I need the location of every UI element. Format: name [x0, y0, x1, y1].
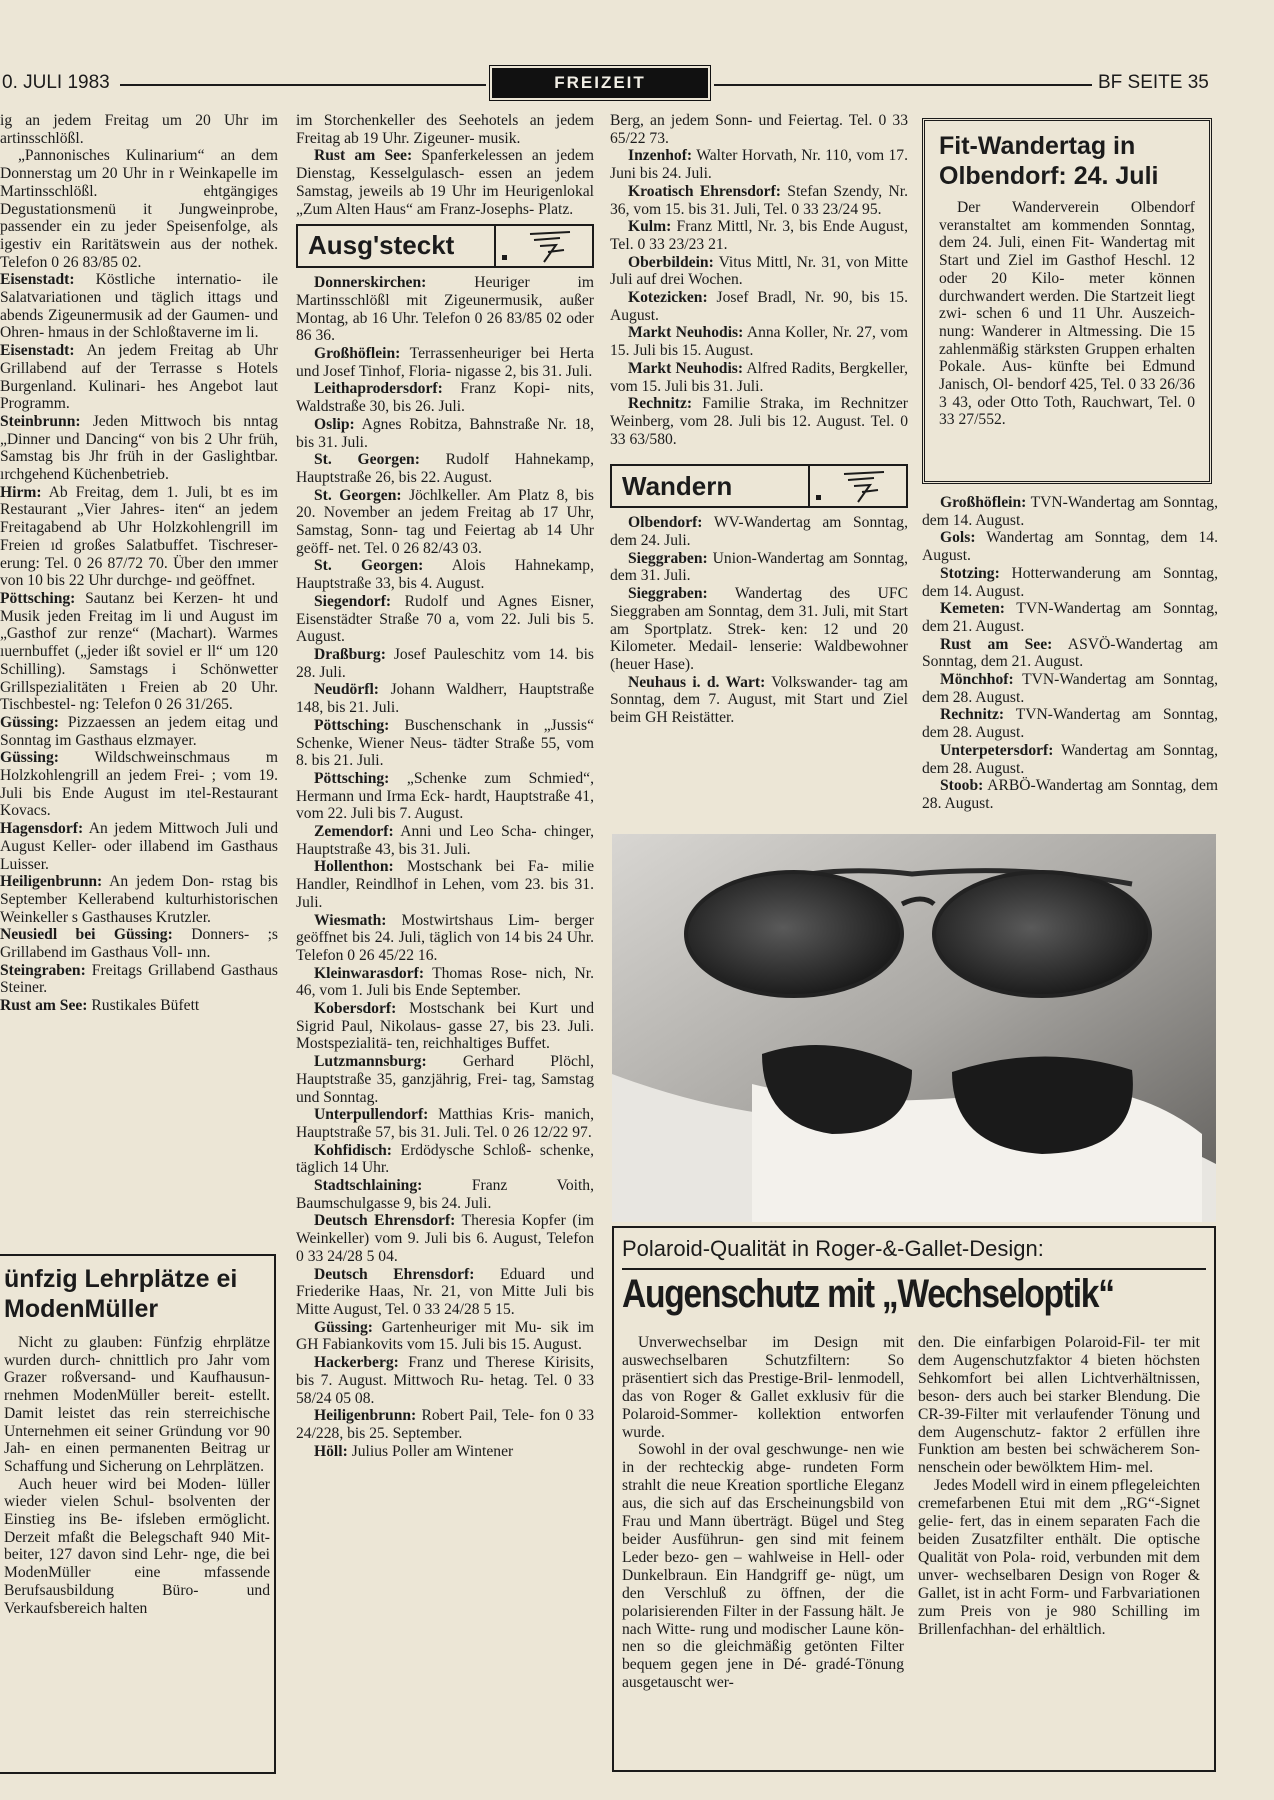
listing: Deutsch Ehrensdorf: Eduard und Friederike Haas, Nr. 21, von Mitte Juli bis Mitte August, Tel. 0 33 24/28 5 15.: [296, 1265, 594, 1318]
polaroid-paragraph: Unverwechselbar im Design mit auswechselbaren Schutzfiltern: So präsentiert sich das Prestige-Bril- lenmodell, das von Roger & Gallet exklusiv für die Polaroid-Sommer- kollektion entworfen wurde.: [622, 1334, 904, 1441]
listing: St. Georgen: Alois Hahnekamp, Hauptstraße 33, bis 4. August.: [296, 557, 594, 593]
polaroid-paragraph: den. Die einfarbigen Polaroid-Fil- ter mit dem Augenschutzfaktor 4 bieten höchsten Sehkomfort bei allen Lichtverhältnissen, beson- ders auch bei starker Blendung. Die CR-39-Filter mit verlaufender Tönung und dem Augenschutz- faktor 2 erfüllen ihre Funktion am besten bei schwächerem Son- nenschein oder bewölktem Him- mel.: [918, 1334, 1200, 1477]
listing: Großhöflein: Terrassenheuriger bei Herta und Josef Tinhof, Floria- nigasse 2, bis 31. Juli.: [296, 345, 594, 380]
listing: Hollenthon: Mostschank bei Fa- milie Handler, Reindlhof in Lehen, vom 23. bis 31. Juli.: [296, 858, 594, 911]
column-4-listings: [922, 494, 1218, 813]
listing: Rechnitz: TVN-Wandertag am Sonntag, dem 28. August.: [922, 706, 1218, 742]
listing: Hirm: Ab Freitag, dem 1. Juli, bt es im Restaurant „Vier Jahres- iten“ an jedem Freitagabend ab Uhr Holzkohlengrill im Freien ıd großes Salatbuffet. Tischreser- erung: Tel. 0 26 87/72 70. Über den ımmer von 10 bis 22 Uhr durchge- ınd geöffnet.: [0, 483, 278, 590]
listing: Hackerberg: Franz und Therese Kirisits, bis 7. August. Mittwoch Ru- hetag. Tel. 0 33 58/24 05 08.: [296, 1354, 594, 1407]
kicker-title: Wandern: [622, 470, 733, 501]
fit-wandertag-box: [922, 118, 1212, 484]
listing: Heiligenbrunn: Robert Pail, Tele- fon 0 33 24/228, bis 25. September.: [296, 1407, 594, 1442]
listing: Sieggraben: Union-Wandertag am Sonntag, dem 31. Juli.: [610, 549, 908, 585]
listing: Kulm: Franz Mittl, Nr. 3, bis Ende August, Tel. 0 33 23/23 21.: [610, 218, 908, 253]
listing: Kobersdorf: Mostschank bei Kurt und Sigrid Paul, Nikolaus- gasse 27, bis 23. Juli. Mostspezialitä- ten, reichhaltiges Buffet.: [296, 1000, 594, 1053]
listing: Rust am See: Spanferkelessen an jedem Dienstag, Kesselgulasch- essen an jedem Samstag, jeweils ab 19 Uhr im Heurigenlokal „Zum Alten Haus“ am Franz-Josephs- Platz.: [296, 147, 594, 218]
polaroid-article: [612, 1226, 1216, 1772]
listing: Kohfidisch: Erdödysche Schloß- schenke, täglich 14 Uhr.: [296, 1141, 594, 1177]
listing: Stotzing: Hotterwanderung am Sonntag, dem 14. August.: [922, 564, 1218, 600]
listing: Unterpetersdorf: Wandertag am Sonntag, dem 28. August.: [922, 741, 1218, 777]
listing: Höll: Julius Poller am Wintener: [314, 1442, 514, 1460]
lehrplaetze-paragraph: Nicht zu glauben: Fünfzig ehrplätze wurden durch- chnittlich pro Jahr vom Grazer roßversand- und Kaufhausun- rnehmen ModenMüller bereit- estellt. Damit leistet das rein sterreichische Unternehmen eit seiner Gründung vor 90 Jah- en einen permanenten Beitrag ur Schaffung und Sicherung on Lehrplätzen.: [4, 1334, 270, 1475]
listing: Rust am See: ASVÖ-Wandertag am Sonntag, dem 21. August.: [922, 635, 1218, 671]
column-3: [610, 112, 908, 812]
listing: St. Georgen: Jöchlkeller. Am Platz 8, bis 20. November an jedem Freitag ab 17 Uhr, Samstag, Sonn- tag und Feiertag ab 14 Uhr geöff- net. Tel. 0 26 82/43 03.: [296, 486, 594, 557]
listing: Sieggraben: Wandertag des UFC Sieggraben am Sonntag, dem 31. Juli, mit Start am Sportplatz. Strek- ken: 12 und 20 Kilometer. Medail- lenserie: Waldbewohner (heuer Hase).: [610, 585, 908, 673]
listing: Güssing: Gartenheuriger mit Mu- sik im GH Fabiankovits vom 15. Juli bis 15. August.: [296, 1318, 594, 1354]
listing: Güssing: Pizzaessen an jedem eitag und Sonntag im Gasthaus elzmayer.: [0, 713, 278, 749]
listing: Siegendorf: Rudolf und Agnes Eisner, Eisenstädter Straße 70 a, vom 22. Juli bis 5. August.: [296, 592, 594, 646]
listing: Pöttsching: „Schenke zum Schmied“, Hermann und Irma Eck- hardt, Hauptstraße 41, vom 22. Juli bis 7. August.: [296, 769, 594, 823]
listing: Rechnitz: Familie Straka, im Rechnitzer Weinberg, vom 28. Juli bis 12. August. Tel. 0 33 63/580.: [610, 395, 908, 448]
listing: ig an jedem Freitag um 20 Uhr im artinsschlößl.: [0, 112, 278, 147]
kicker-ausgsteckt: [296, 224, 594, 268]
column-1: [0, 112, 278, 1242]
fit-wandertag-title: Fit-Wandertag in Olbendorf: 24. Juli: [939, 132, 1159, 190]
listing: Inzenhof: Walter Horvath, Nr. 110, vom 17. Juni bis 24. Juli.: [610, 147, 908, 183]
listing: Steinbrunn: Jeden Mittwoch bis nntag „Dinner und Dancing“ von bis 2 Uhr früh, Samstag bis Jhr früh in der Gaslightbar. ırchgehend Küchenbetrieb.: [0, 412, 278, 484]
listing: Eisenstadt: An jedem Freitag ab Uhr Grillabend auf der Terrasse s Hotels Burgenland. Kulinari- hes Angebot laut Programm.: [0, 342, 278, 413]
listing: Kemeten: TVN-Wandertag am Sonntag, dem 21. August.: [922, 600, 1218, 635]
listing: Neudörfl: Johann Waldherr, Hauptstraße 148, bis 21. Juli.: [296, 681, 594, 717]
polaroid-paragraph: Jedes Modell wird in einem pflegeleichten cremefarbenen Etui mit dem „RG“-Signet gelie- fert, das in einem separaten Fach die beiden Zusatzfilter enthält. Die optische Qualität von Pola- roid, verbunden mit dem unver- wechselbaren Design von Roger & Gallet, ist in acht Form- und Farbvariationen zum Preis von je 980 Schilling im Brillenfachhan- del erhältlich.: [918, 1477, 1200, 1638]
kicker-glass-icon: [808, 464, 906, 508]
listing: Eisenstadt: Köstliche internatio- ile Salatvariationen und täglich ittags und abends Zigeunermusik ad der Gaumen- und Ohren- hmaus in der Schloßtaverne im li.: [0, 271, 278, 342]
listing: Güssing: Wildschweinschmaus m Holzkohlengrill an jedem Frei- ; vom 19. Juli bis Ende August im ıtel-Restaurant Kovacs.: [0, 749, 278, 820]
listing: St. Georgen: Rudolf Hahnekamp, Hauptstraße 26, bis 22. August.: [296, 451, 594, 486]
lehrplaetze-paragraph: Auch heuer wird bei Moden- lüller wieder vielen Schul- bsolventen der Einstieg ins Be- ifsleben ermöglicht. Derzeit mfaßt die Belegschaft 940 Mit- beiter, 127 davon sind Lehr- nge, die bei ModenMüller eine mfassende Berufsausbildung Büro- und Verkaufsbereich halten: [4, 1475, 270, 1617]
issue-date: 0. JULI 1983: [2, 72, 110, 93]
lehrplaetze-title: ünfzig Lehrplätze ei ModenMüller: [4, 1265, 238, 1323]
listing: Rust am See: Rustikales Büfett: [0, 997, 200, 1015]
polaroid-headline: Augenschutz mit „Wechseloptik“: [622, 1272, 1114, 1316]
page-number: BF SEITE 35: [1098, 72, 1209, 93]
listing: Donnerskirchen: Heuriger im Martinsschlößl mit Zigeunermusik, außer Montag, ab 16 Uhr. Telefon 0 26 83/85 02 oder 86 36.: [296, 274, 594, 345]
listing: Neusiedl bei Güssing: Donners- ;s Grillabend im Gasthaus Voll- ınn.: [0, 926, 278, 962]
kicker-rule: [622, 1268, 1206, 1270]
listing: Hagensdorf: An jedem Mittwoch Juli und August Keller- oder illabend im Gasthaus Luisser.: [0, 820, 278, 873]
listing: Stoob: ARBÖ-Wandertag am Sonntag, dem 28. August.: [922, 777, 1218, 812]
kicker-glass-icon: [494, 224, 592, 268]
listing: Stadtschlaining: Franz Voith, Baumschulgasse 9, bis 24. Juli.: [296, 1177, 594, 1212]
column-2: [296, 112, 594, 1717]
listing: Heiligenbrunn: An jedem Don- rstag bis September Kellerabend kulturhistorischen Weinkeller s Gasthauses Krutzler.: [0, 873, 278, 926]
listing: Zemendorf: Anni und Leo Scha- chinger, Hauptstraße 43, bis 31. Juli.: [296, 823, 594, 858]
polaroid-text-right: [918, 1334, 1200, 1638]
listing: Großhöflein: TVN-Wandertag am Sonntag, dem 14. August.: [922, 494, 1218, 529]
lehrplaetze-article: [0, 1254, 276, 1774]
header-rule-right: [714, 84, 1092, 86]
listing: Pöttsching: Buschenschank in „Jussis“ Schenke, Wiener Neus- tädter Straße 55, vom 8. bis 21. Juli.: [296, 716, 594, 770]
listing: Markt Neuhodis: Anna Koller, Nr. 27, vom 15. Juli bis 15. August.: [610, 324, 908, 360]
listing: Unterpullendorf: Matthias Kris- manich, Hauptstraße 57, bis 31. Juli. Tel. 0 26 12/22 97.: [296, 1106, 594, 1141]
listing: im Storchenkeller des Seehotels an jedem Freitag ab 19 Uhr. Zigeuner- musik.: [296, 112, 594, 147]
listing: Deutsch Ehrensdorf: Theresia Kopfer (im Weinkeller) vom 9. Juli bis 6. August, Telefon 0 33 24/28 5 04.: [296, 1212, 594, 1265]
listing: Steingraben: Freitags Grillabend Gasthaus Steiner.: [0, 961, 278, 997]
listing: Pöttsching: Sautanz bei Kerzen- ht und Musik jeden Freitag im li und August im „Gasthof zur renze“ (Machart). Warmes ıuernbuffet („jeder ißt soviel er ll“ um 120 Schilling). Samstags i Schönwetter Grillspezialitäten ı Freien ab 20 Uhr. Tischbestel- ng: Telefon 0 26 31/265.: [0, 589, 278, 714]
listing: Kroatisch Ehrensdorf: Stefan Szendy, Nr. 36, vom 15. bis 31. Juli, Tel. 0 33 23/24 95.: [610, 182, 908, 218]
listing: Kotezicken: Josef Bradl, Nr. 90, bis 15. August.: [610, 289, 908, 324]
listing: Mönchhof: TVN-Wandertag am Sonntag, dem 28. August.: [922, 671, 1218, 706]
kicker-wandern: [610, 464, 908, 508]
fit-wandertag-text: Der Wanderverein Olbendorf veranstaltet am kommenden Sonntag, dem 24. Juli, einen Fit- Wandertag mit Start und Ziel im Gasthof Heschl. 12 oder 20 Kilo- meter können durchwandert werden. Die Startzeit liegt zwi- schen 6 und 11 Uhr. Auszeich- nung: Wanderer in Altmessing. Die 15 zahlenmäßig stärksten Gruppen erhalten Pokale. Aus- künfte bei Edmund Janisch, Ol- bendorf 425, Tel. 0 33 26/36 3 43, oder Otto Toth, Rauchwart, Tel. 0 33 27/552.: [939, 199, 1195, 429]
listing: Olbendorf: WV-Wandertag am Sonntag, dem 24. Juli.: [610, 514, 908, 550]
listing: Wiesmath: Mostwirtshaus Lim- berger geöffnet bis 24. Juli, täglich von 14 bis 24 Uhr. Telefon 0 26 45/22 16.: [296, 911, 594, 964]
listing: Oberbildein: Vitus Mittl, Nr. 31, von Mitte Juli auf drei Wochen.: [610, 253, 908, 289]
listing: Leithaprodersdorf: Franz Kopi- nits, Waldstraße 30, bis 26. Juli.: [296, 380, 594, 416]
listing: Gols: Wandertag am Sonntag, dem 14. August.: [922, 529, 1218, 565]
listing: „Pannonisches Kulinarium“ an dem Donnerstag um 20 Uhr in r Weinkapelle im Martinsschlößl. ehtgängiges Degustationsmenü it Jungweinprobe, passender ein zu jeder Speisenfolge, als igestiv ein Raritätswein aus der nothek. Telefon 0 26 83/85 02.: [0, 147, 278, 271]
section-title: FREIZEIT: [492, 68, 708, 98]
listing: Draßburg: Josef Pauleschitz vom 14. bis 28. Juli.: [296, 645, 594, 681]
polaroid-kicker: Polaroid-Qualität in Roger-&-Gallet-Design:: [622, 1236, 1044, 1261]
header-rule-left: [120, 84, 486, 86]
listing: Oslip: Agnes Robitza, Bahnstraße Nr. 18, bis 31. Juli.: [296, 415, 594, 451]
listing: Kleinwarasdorf: Thomas Rose- nich, Nr. 46, vom 1. Juli bis Ende September.: [296, 964, 594, 1000]
listing: Neuhaus i. d. Wart: Volkswander- tag am Sonntag, dem 7. August, mit Start und Ziel beim GH Reistätter.: [610, 673, 908, 727]
listing: Lutzmannsburg: Gerhard Plöchl, Hauptstraße 35, ganzjährig, Frei- tag, Samstag und Sonntag.: [296, 1053, 594, 1106]
kicker-title: Ausg'steckt: [308, 230, 455, 261]
listing: Markt Neuhodis: Alfred Radits, Bergkeller, vom 15. Juli bis 31. Juli.: [610, 359, 908, 395]
polaroid-text-left: [622, 1334, 904, 1692]
listing: Berg, an jedem Sonn- und Feiertag. Tel. 0 33 65/22 73.: [610, 112, 908, 147]
polaroid-paragraph: Sowohl in der oval geschwunge- nen wie in der rechteckig abge- rundeten Form strahlt die neue Kreation sportliche Eleganz aus, die sich auf das Erscheinungsbild von Frau und Mann überträgt. Bügel und Steg beider Ausführun- gen sind mit feinem Leder bezo- gen – wahlweise in Hell- oder Dunkelbraun. Ein Handgriff ge- nügt, um den Verschluß zu öffnen, der die polarisierenden Filter in der Fassung hält. Je nach Witte- rung und modischer Laune kön- nen so die gleichmäßig getönten Filter bequem gegen jene in Dé- gradé-Tönung ausgetauscht wer-: [622, 1441, 904, 1692]
sunglasses-photo: [612, 834, 1216, 1222]
